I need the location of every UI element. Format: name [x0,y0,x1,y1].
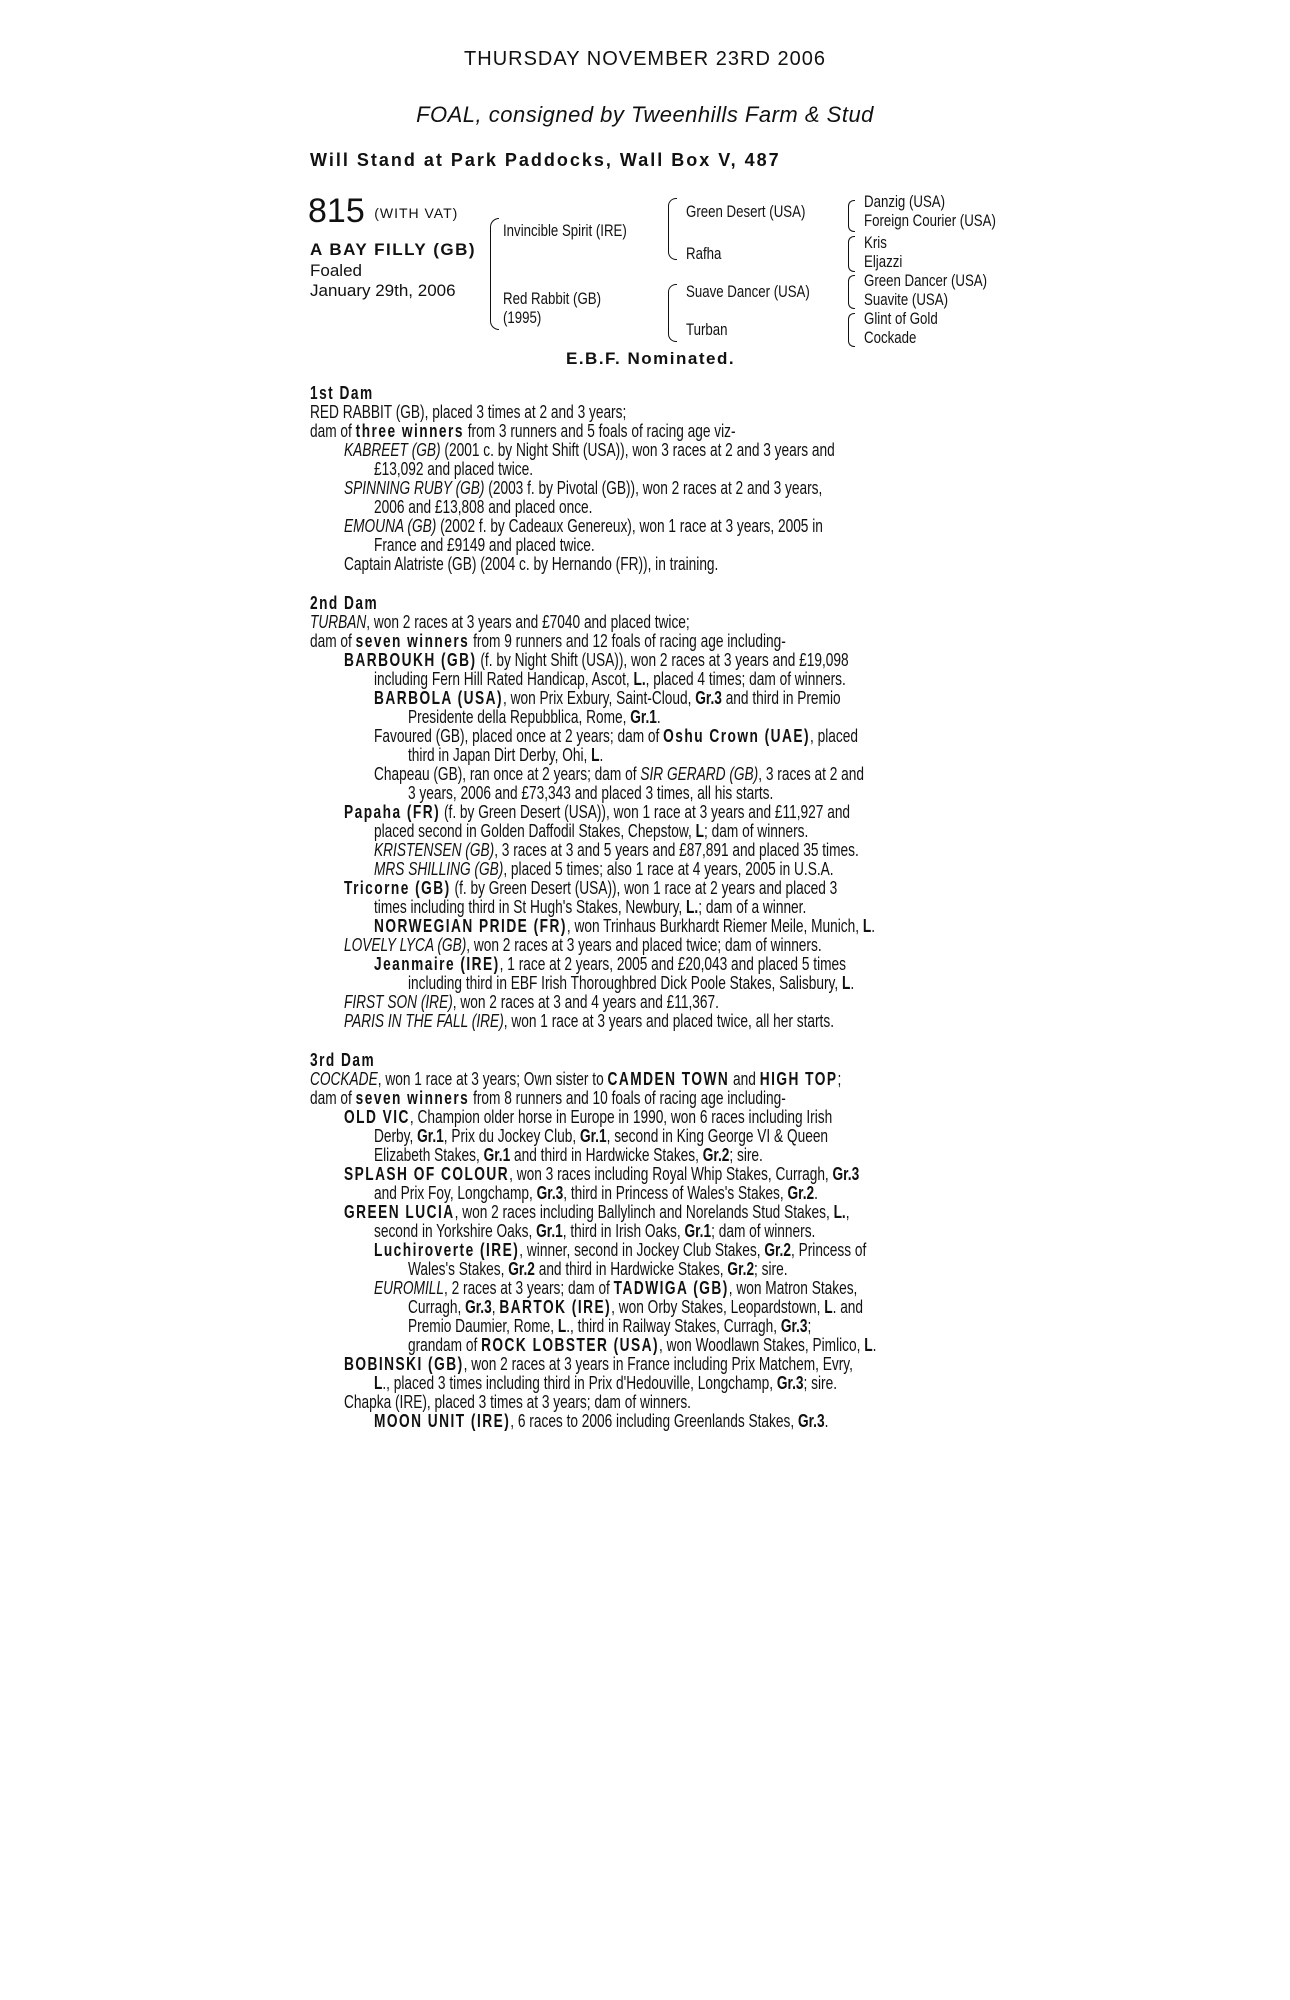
produce-mrs-shilling: MRS SHILLING (GB), placed 5 times; also 1 race at 4 years, 2005 in U.S.A. [374,858,834,879]
pedigree-bracket-g3 [848,275,855,309]
produce-bobinski: BOBINSKI (GB), won 2 races at 3 years in France including Prix Matchem, Evry, [344,1353,853,1374]
dam-sire-name: Suave Dancer (USA) [686,282,810,301]
sire-dam-name: Rafha [686,244,722,263]
sale-date: THURSDAY NOVEMBER 23RD 2006 [464,48,826,70]
grandsire-2: Foreign Courier (USA) [864,211,996,230]
produce-tricorne-cont: times including third in St Hugh's Stakes, Newbury, L.; dam of a winner. [374,896,807,917]
produce-first-son: FIRST SON (IRE), won 2 races at 3 and 4 years and £11,367. [344,991,719,1012]
produce-lovely-lyca: LOVELY LYCA (GB), won 2 races at 3 years and placed twice; dam of winners. [344,934,822,955]
third-dam-produce-line: dam of seven winners from 8 runners and 10 foals of racing age including- [310,1087,786,1108]
sire-sire-name: Green Desert (USA) [686,202,806,221]
produce-euromill: EUROMILL, 2 races at 3 years; dam of TADWIGA (GB), won Matron Stakes, [374,1277,858,1298]
produce-favoured-cont: third in Japan Dirt Derby, Ohi, L. [408,744,604,765]
produce-barbola-cont: Presidente della Repubblica, Rome, Gr.1. [408,706,661,727]
produce-bobinski-cont: L., placed 3 times including third in Prix d'Hedouville, Longchamp, Gr.3; sire. [374,1372,837,1393]
produce-barbola: BARBOLA (USA), won Prix Exbury, Saint-Cloud, Gr.3 and third in Premio [374,687,841,708]
dam-dam-name: Turban [686,320,728,339]
pedigree-bracket-g4 [848,313,855,347]
produce-jeanmaire: Jeanmaire (IRE), 1 race at 2 years, 2005 and £20,043 and placed 5 times [374,953,846,974]
grandsire-4: Eljazzi [864,252,903,271]
second-dam-produce-line: dam of seven winners from 9 runners and 12 foals of racing age including- [310,630,786,651]
produce-kristensen: KRISTENSEN (GB), 3 races at 3 and 5 years and £87,891 and placed 35 times. [374,839,859,860]
third-dam-heading: 3rd Dam [310,1049,376,1070]
produce-barboukh: BARBOUKH (GB) (f. by Night Shift (USA)), won 2 races at 3 years and £19,098 [344,649,849,670]
produce-barboukh-cont: including Fern Hill Rated Handicap, Ascot, L., placed 4 times; dam of winners. [374,668,846,689]
grandsire-5: Green Dancer (USA) [864,271,988,290]
produce-euromill-cont-1: Curragh, Gr.3, BARTOK (IRE), won Orby Stakes, Leopardstown, L. and [408,1296,864,1317]
produce-papaha-cont: placed second in Golden Daffodil Stakes, Chepstow, L; dam of winners. [374,820,809,841]
grandsire-1: Danzig (USA) [864,192,946,211]
ebf-nominated: E.B.F. Nominated. [566,349,736,368]
first-dam-line: RED RABBIT (GB), placed 3 times at 2 and 3 years; [310,401,627,422]
stand-location: Will Stand at Park Paddocks, Wall Box V, 487 [310,150,781,170]
lot-number: 815 [308,192,365,230]
second-dam-line: TURBAN, won 2 races at 3 years and £7040 and placed twice; [310,611,690,632]
grandsire-7: Glint of Gold [864,309,938,328]
produce-jeanmaire-cont: including third in EBF Irish Thoroughbred Dick Poole Stakes, Salisbury, L. [408,972,855,993]
first-dam-heading: 1st Dam [310,382,374,403]
produce-papaha: Papaha (FR) (f. by Green Desert (USA)), won 1 race at 3 years and £11,927 and [344,801,851,822]
produce-luchiroverte-cont: Wales's Stakes, Gr.2 and third in Hardwicke Stakes, Gr.2; sire. [408,1258,788,1279]
vat-note: (WITH VAT) [374,205,459,222]
produce-tricorne: Tricorne (GB) (f. by Green Desert (USA)), won 1 race at 2 years and placed 3 [344,877,838,898]
dam-name: Red Rabbit (GB) [503,289,602,308]
produce-spinning-ruby-cont: 2006 and £13,808 and placed once. [374,496,593,517]
consignment-line: FOAL, consigned by Tweenhills Farm & Stud [416,102,874,127]
produce-euromill-cont-2: Premio Daumier, Rome, L., third in Railway Stakes, Curragh, Gr.3; [408,1315,812,1336]
produce-emouna-cont: France and £9149 and placed twice. [374,534,595,555]
pedigree-bracket-main [490,218,499,330]
pedigree-bracket-g2 [848,236,855,272]
lot-description: A BAY FILLY (GB) [310,240,477,259]
grandsire-8: Cockade [864,328,917,347]
produce-chapeau-cont: 3 years, 2006 and £73,343 and placed 3 times, all his starts. [408,782,774,803]
second-dam-heading: 2nd Dam [310,592,379,613]
produce-splash-of-colour: SPLASH OF COLOUR, won 3 races including Royal Whip Stakes, Curragh, Gr.3 [344,1163,860,1184]
produce-chapeau: Chapeau (GB), ran once at 2 years; dam of SIR GERARD (GB), 3 races at 2 and [374,763,865,784]
grandsire-6: Suavite (USA) [864,290,949,309]
first-dam-produce-line: dam of three winners from 3 runners and 5 foals of racing age viz- [310,420,736,441]
produce-emouna: EMOUNA (GB) (2002 f. by Cadeaux Genereux), won 1 race at 3 years, 2005 in [344,515,823,536]
grandsire-3: Kris [864,233,887,252]
foaled-date: January 29th, 2006 [310,281,456,300]
pedigree-bracket-sire [668,198,677,260]
produce-kabreet-cont: £13,092 and placed twice. [374,458,534,479]
foaled-label: Foaled [310,261,362,280]
produce-moon-unit: MOON UNIT (IRE), 6 races to 2006 including Greenlands Stakes, Gr.3. [374,1410,829,1431]
produce-kabreet: KABREET (GB) (2001 c. by Night Shift (USA)), won 3 races at 2 and 3 years and [344,439,835,460]
produce-paris-in-the-fall: PARIS IN THE FALL (IRE), won 1 race at 3 years and placed twice, all her starts. [344,1010,835,1031]
pedigree-bracket-dam [668,284,677,342]
produce-euromill-cont-3: grandam of ROCK LOBSTER (USA), won Woodlawn Stakes, Pimlico, L. [408,1334,877,1355]
produce-favoured: Favoured (GB), placed once at 2 years; dam of Oshu Crown (UAE), placed [374,725,858,746]
sire-name: Invincible Spirit (IRE) [503,221,627,240]
produce-luchiroverte: Luchiroverte (IRE), winner, second in Jockey Club Stakes, Gr.2, Princess of [374,1239,867,1260]
third-dam-line: COCKADE, won 1 race at 3 years; Own sister to CAMDEN TOWN and HIGH TOP; [310,1068,842,1089]
produce-norwegian-pride: NORWEGIAN PRIDE (FR), won Trinhaus Burkhardt Riemer Meile, Munich, L. [374,915,876,936]
produce-green-lucia-cont: second in Yorkshire Oaks, Gr.1, third in Irish Oaks, Gr.1; dam of winners. [374,1220,816,1241]
produce-captain-alatriste: Captain Alatriste (GB) (2004 c. by Hernando (FR)), in training. [344,553,719,574]
produce-green-lucia: GREEN LUCIA, won 2 races including Ballylinch and Norelands Stud Stakes, L., [344,1201,850,1222]
produce-old-vic-cont-1: Derby, Gr.1, Prix du Jockey Club, Gr.1, second in King George VI & Queen [374,1125,829,1146]
lot-number-block [308,192,458,231]
produce-chapka: Chapka (IRE), placed 3 times at 3 years; dam of winners. [344,1391,691,1412]
dam-year: (1995) [503,308,542,327]
produce-old-vic-cont-2: Elizabeth Stakes, Gr.1 and third in Hardwicke Stakes, Gr.2; sire. [374,1144,763,1165]
produce-spinning-ruby: SPINNING RUBY (GB) (2003 f. by Pivotal (GB)), won 2 races at 2 and 3 years, [344,477,823,498]
pedigree-bracket-g1 [848,200,855,232]
produce-old-vic: OLD VIC, Champion older horse in Europe in 1990, won 6 races including Irish [344,1106,833,1127]
produce-splash-of-colour-cont: and Prix Foy, Longchamp, Gr.3, third in Princess of Wales's Stakes, Gr.2. [374,1182,818,1203]
